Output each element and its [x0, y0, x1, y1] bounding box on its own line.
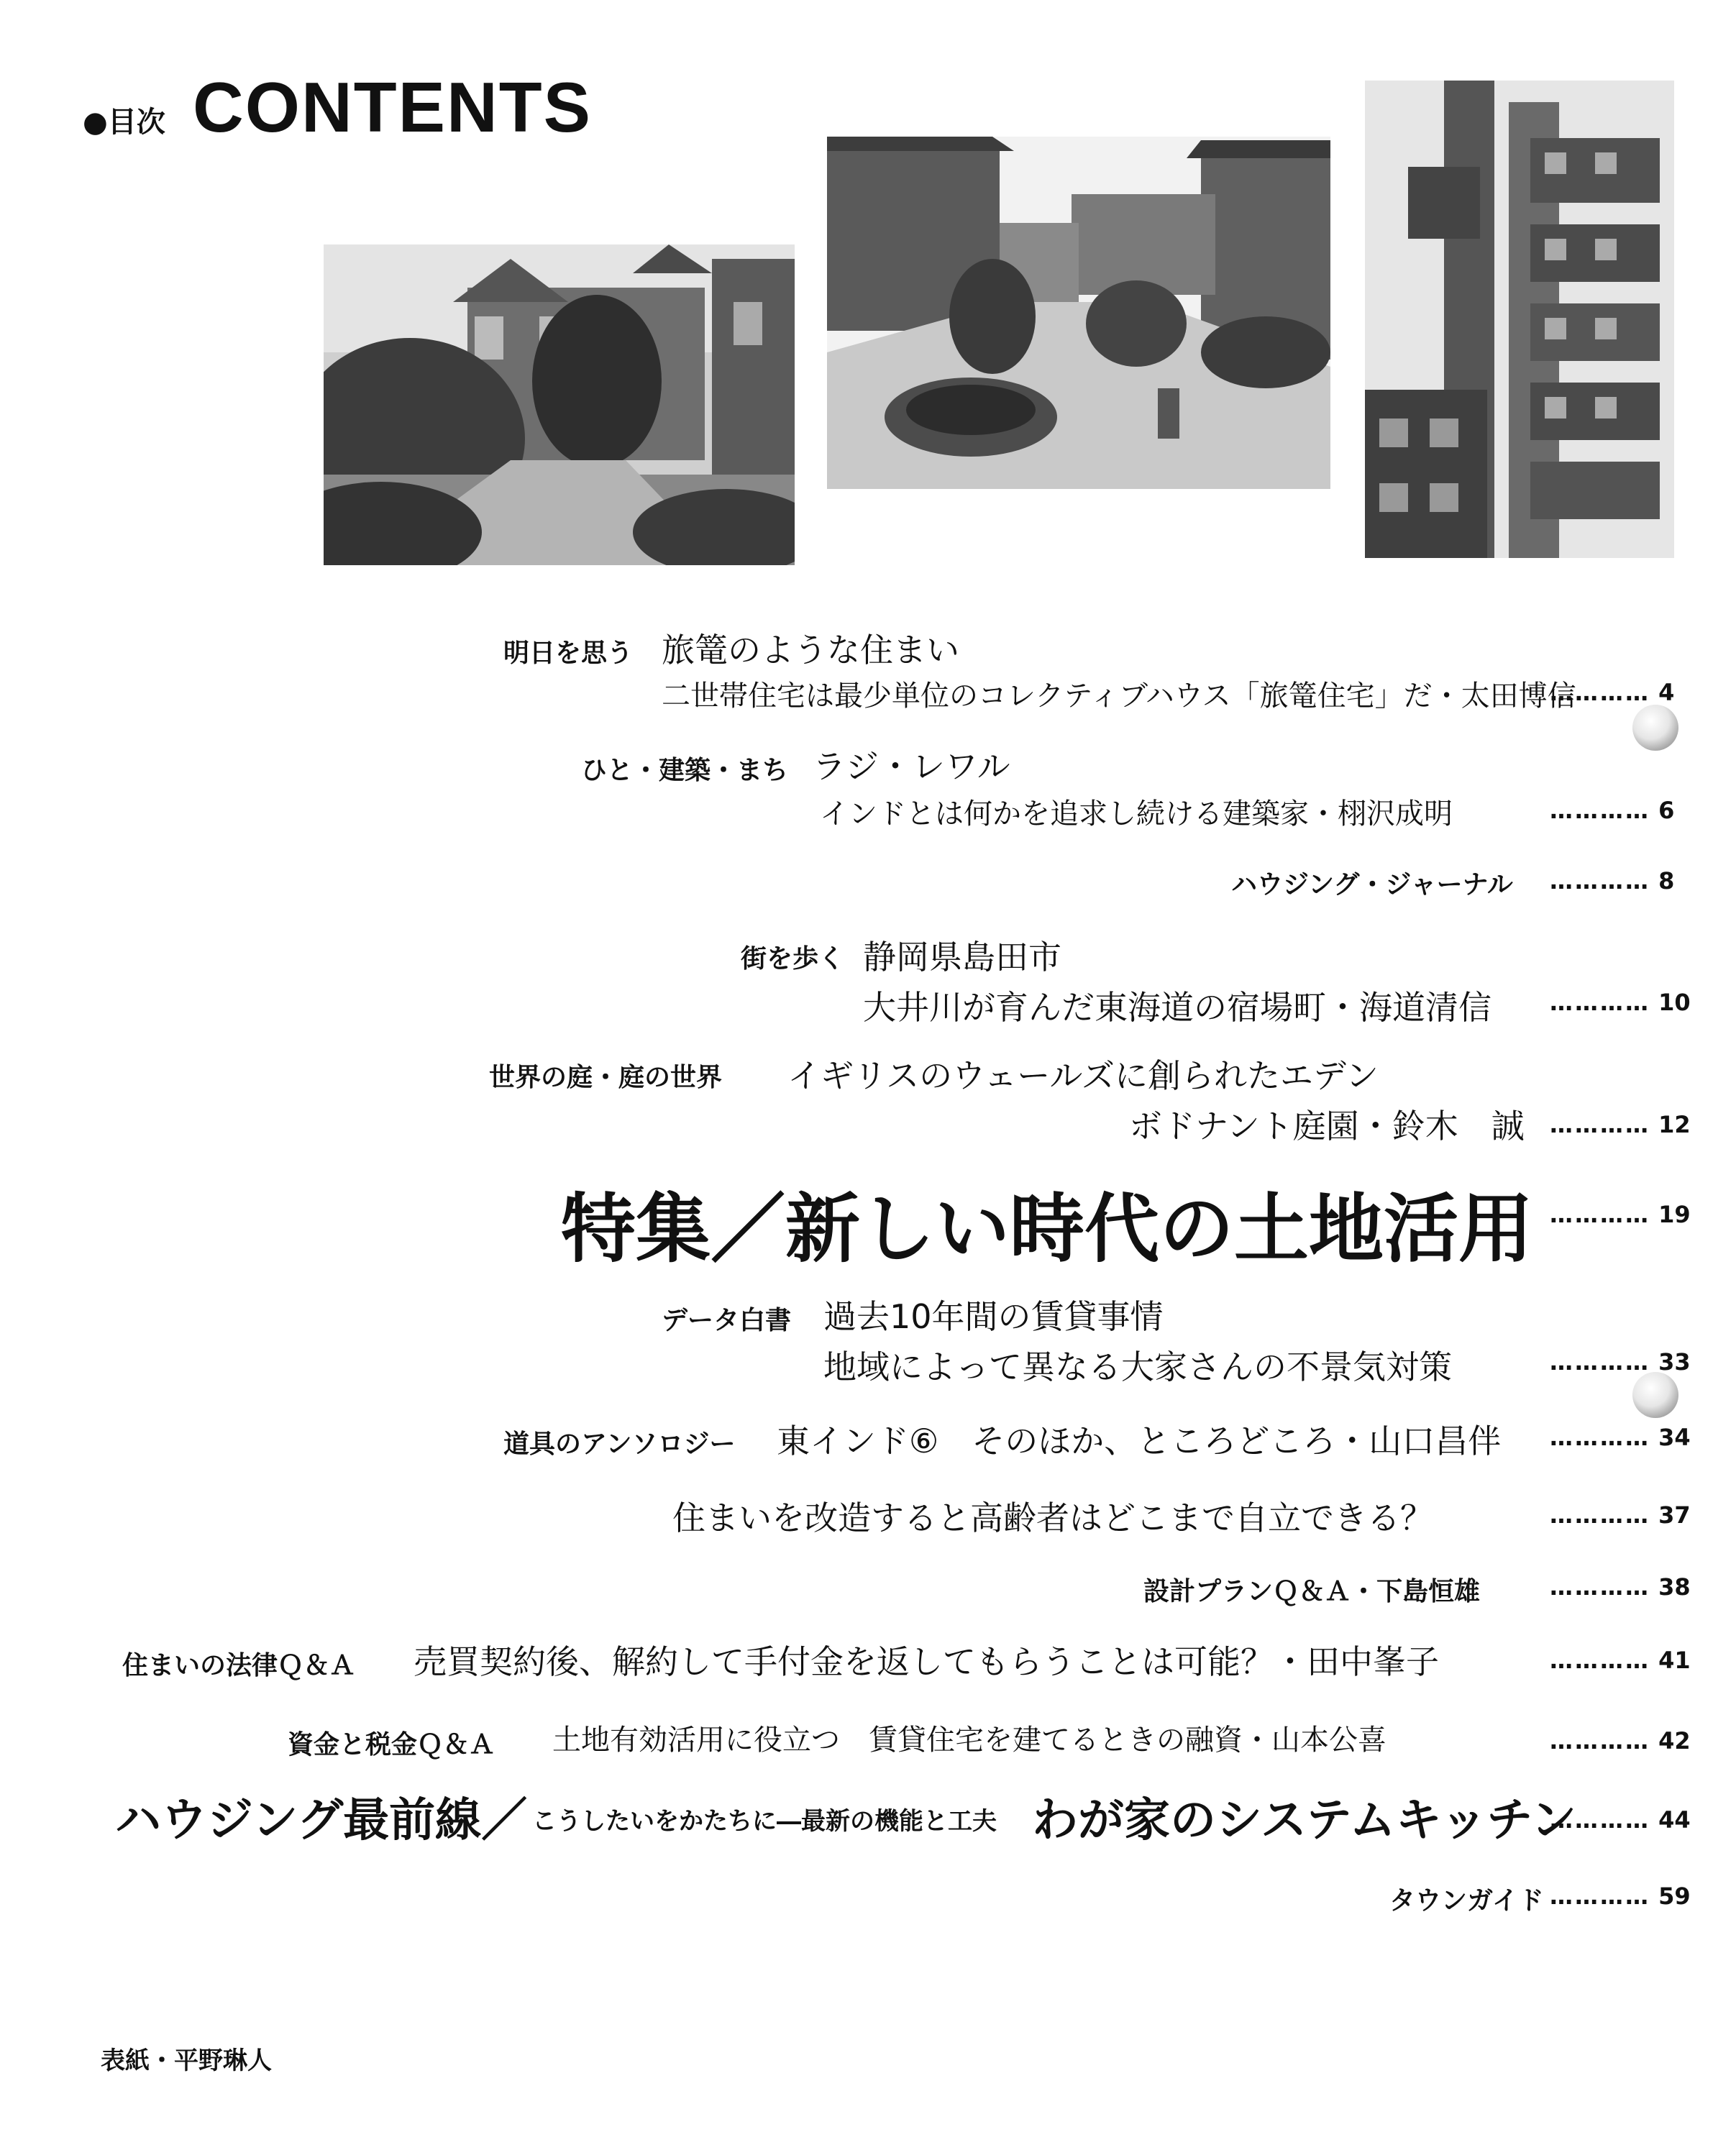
entry-leader-3 — [1550, 867, 1674, 895]
entry-sub-rental: 地域によって異なる大家さんの不景気対策 — [823, 1348, 1452, 1386]
entry-label-machi: 街を歩く — [741, 944, 845, 974]
leader-dots: ………… — [1550, 1424, 1650, 1451]
entry-label-ashita: 明日を思う — [503, 639, 634, 668]
cover-credit: 表紙・平野琳人 — [101, 2046, 272, 2075]
page-number: 12 — [1658, 1111, 1691, 1138]
leader-dots: ………… — [1550, 1501, 1650, 1529]
photo-tower-building — [1365, 81, 1674, 558]
page-number: 19 — [1658, 1201, 1691, 1228]
entry-sub-hatago: 二世帯住宅は最少単位のコレクティブハウス「旅篭住宅」だ・太田博信 — [662, 680, 1576, 713]
orb-decoration — [1632, 1372, 1678, 1418]
leader-dots: ………… — [1550, 1806, 1650, 1834]
entry-title-rental[interactable]: 過去10年間の賃貸事情 — [823, 1297, 1164, 1336]
leader-dots: ………… — [1550, 679, 1650, 706]
entry-title-financing[interactable]: 土地有効活用に役立つ 賃貸住宅を建てるときの融資・山本公喜 — [552, 1724, 1386, 1757]
leader-dots: ………… — [1550, 1348, 1650, 1376]
entry-title-eden[interactable]: イギリスのウェールズに創られたエデン — [787, 1056, 1379, 1095]
leader-dots: ………… — [1550, 1573, 1650, 1601]
page-number: 41 — [1658, 1647, 1691, 1674]
entry-leader-7 — [1550, 1348, 1691, 1376]
entry-sub-shimada: 大井川が育んだ東海道の宿場町・海道清信 — [863, 988, 1491, 1027]
page-number: 10 — [1658, 989, 1691, 1016]
leader-dots: ………… — [1550, 797, 1650, 824]
entry-leader-5 — [1550, 1111, 1691, 1138]
entry-title-housing-journal[interactable]: ハウジング・ジャーナル — [1231, 870, 1513, 900]
page-number: 4 — [1658, 679, 1675, 706]
entry-leader-14 — [1550, 1883, 1691, 1910]
entry-leader-12 — [1550, 1727, 1691, 1755]
entry-leader-9 — [1550, 1501, 1691, 1529]
leader-dots: ………… — [1550, 1201, 1650, 1228]
frontline-title[interactable]: ハウジング最前線／ — [115, 1793, 528, 1847]
leader-dots: ………… — [1550, 1727, 1650, 1755]
page-number: 34 — [1658, 1424, 1691, 1451]
entry-title-town-guide[interactable]: タウンガイド — [1389, 1886, 1544, 1916]
photo-courtyard-housing — [827, 137, 1330, 489]
entry-leader-2 — [1550, 797, 1674, 824]
entry-label-niwa: 世界の庭・庭の世界 — [489, 1063, 723, 1092]
page-number: 42 — [1658, 1727, 1691, 1755]
entry-label-data: データ白書 — [662, 1306, 792, 1335]
page-number: 33 — [1658, 1348, 1691, 1376]
feature-title[interactable]: 特集／新しい時代の土地活用 — [561, 1184, 1534, 1273]
contents-bullet: ●目次 — [83, 106, 165, 139]
frontline-kitchen[interactable]: わが家のシステムキッチン — [1032, 1793, 1577, 1847]
entry-title-design-plan[interactable]: 設計プランＱ＆Ａ・下島恒雄 — [1143, 1577, 1481, 1606]
entry-label-money: 資金と税金Ｑ＆Ａ — [288, 1730, 495, 1760]
entry-leader-6 — [1550, 1201, 1691, 1228]
entry-leader-8 — [1550, 1424, 1691, 1451]
entry-title-shimada[interactable]: 静岡県島田市 — [863, 938, 1061, 976]
entry-leader-11 — [1550, 1647, 1691, 1674]
entry-title-east-india[interactable]: 東インド⑥ そのほか、ところどころ・山口昌伴 — [777, 1422, 1502, 1460]
leader-dots: ………… — [1550, 867, 1650, 895]
leader-dots: ………… — [1550, 1111, 1650, 1138]
page-number: 59 — [1658, 1883, 1691, 1910]
photo-garden-mansion — [324, 244, 795, 565]
entry-label-dougu: 道具のアンソロジー — [503, 1429, 736, 1459]
entry-leader-10 — [1550, 1573, 1691, 1601]
entry-sub-bodnant: ボドナント庭園・鈴木 誠 — [1129, 1107, 1525, 1145]
page-number: 6 — [1658, 797, 1675, 824]
entry-leader-4 — [1550, 989, 1691, 1016]
entry-leader-1 — [1550, 679, 1674, 706]
entry-label-law: 住まいの法律Ｑ＆Ａ — [122, 1651, 356, 1680]
entry-label-hito: ひと・建築・まち — [581, 756, 789, 785]
leader-dots: ………… — [1550, 1883, 1650, 1910]
page-number: 8 — [1658, 867, 1675, 895]
entry-leader-13 — [1550, 1806, 1691, 1834]
orb-decoration — [1632, 705, 1678, 751]
leader-dots: ………… — [1550, 1647, 1650, 1674]
frontline-subtitle: こうしたいをかたちに―最新の機能と工夫 — [532, 1807, 997, 1836]
entry-title-elderly[interactable]: 住まいを改造すると高齢者はどこまで自立できる？ — [672, 1499, 1433, 1537]
page-number: 44 — [1658, 1806, 1691, 1834]
page-number: 37 — [1658, 1501, 1691, 1529]
entry-title-contract[interactable]: 売買契約後、解約して手付金を返してもらうことは可能？・田中峯子 — [414, 1642, 1439, 1681]
entry-title-raj-rewal[interactable]: ラジ・レワル — [813, 747, 1010, 786]
contents-title: CONTENTS — [193, 68, 592, 147]
page-number: 38 — [1658, 1573, 1691, 1601]
leader-dots: ………… — [1550, 989, 1650, 1016]
entry-sub-raj-rewal: インドとは何かを追求し続ける建築家・栩沢成明 — [820, 797, 1453, 831]
entry-title-hatago[interactable]: 旅篭のような住まい — [662, 631, 959, 669]
